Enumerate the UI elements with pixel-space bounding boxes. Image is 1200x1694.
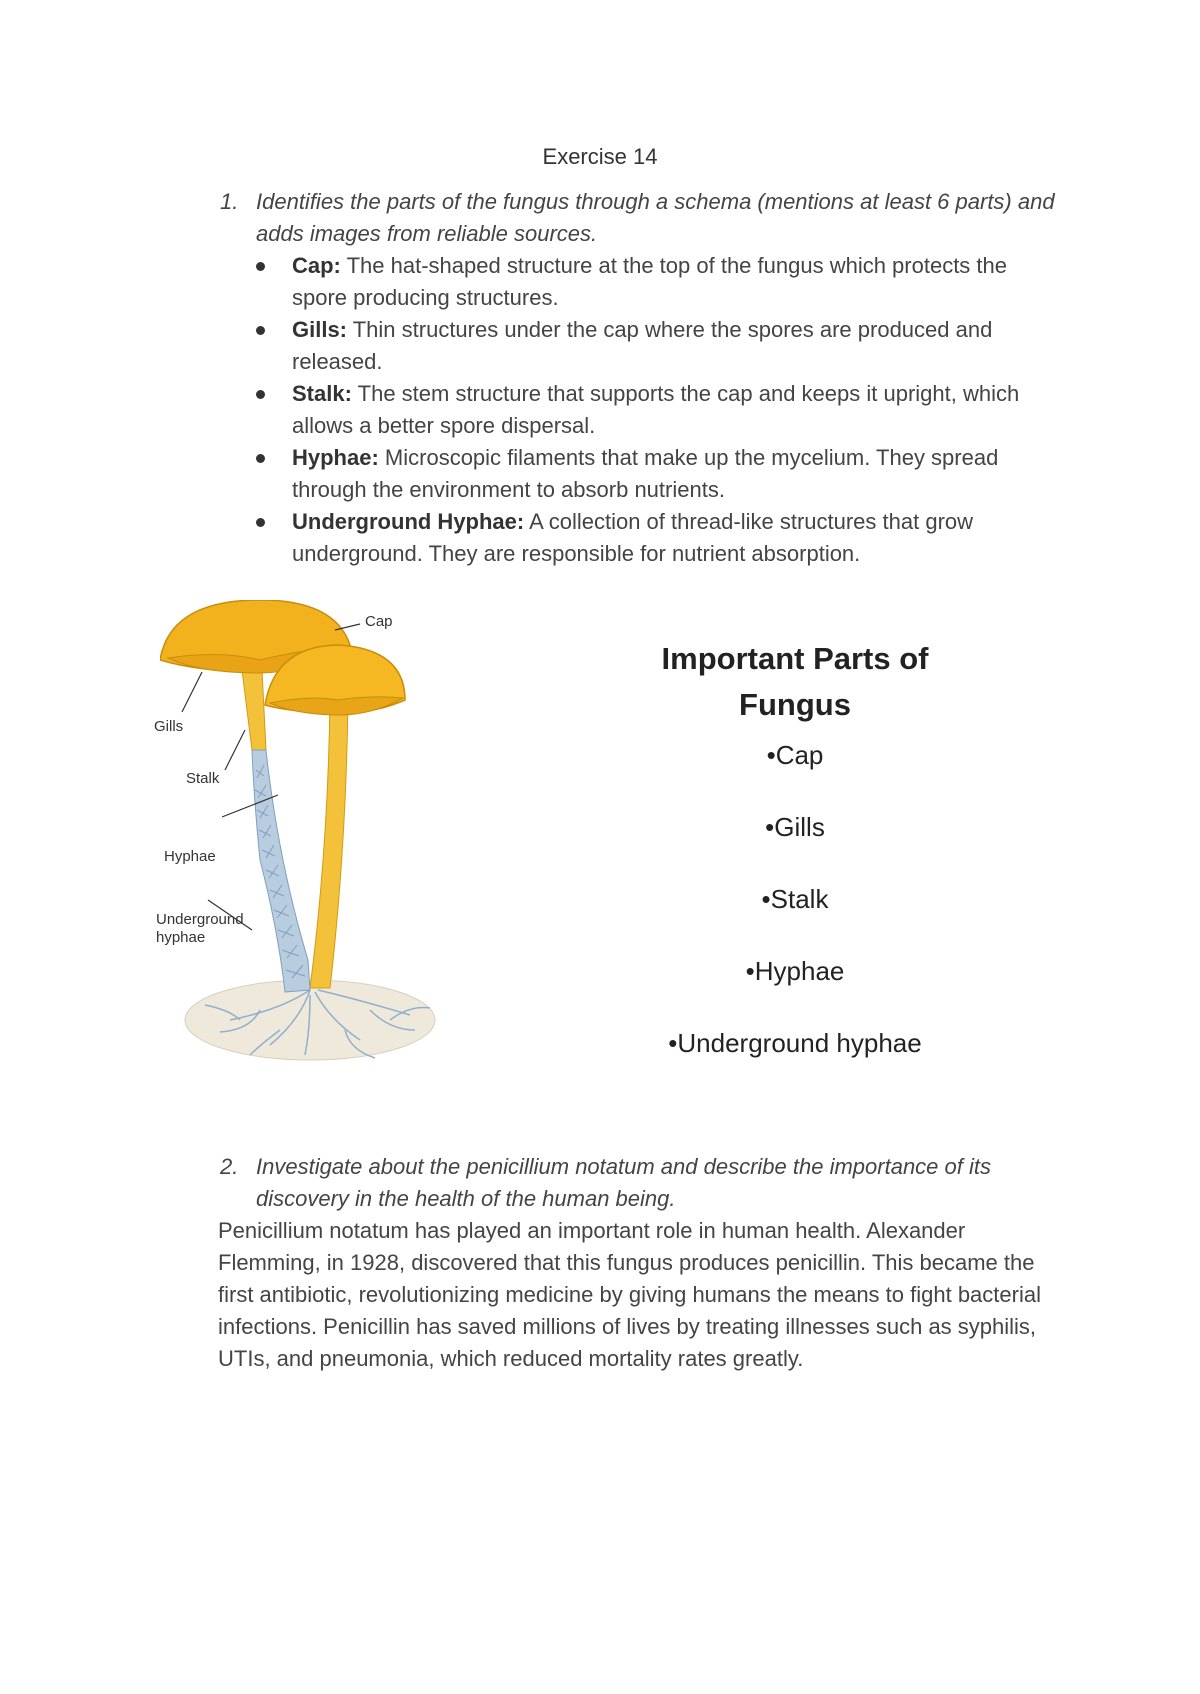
list-item: •Gills: [765, 812, 825, 842]
stalk-label: Stalk: [186, 770, 220, 787]
bullet-icon: [256, 454, 265, 463]
list-item: [256, 378, 1056, 442]
question-2: [220, 1151, 1060, 1215]
page-title: Exercise 14: [542, 144, 658, 169]
list-item: [256, 442, 1056, 506]
underground-label-line-2: hyphae: [156, 929, 206, 946]
bullet-icon: [256, 518, 265, 527]
parts-panel-list: [630, 740, 960, 1100]
underground-label-line-1: Underground: [156, 911, 244, 928]
list-item: [256, 506, 1056, 570]
left-stalk: [242, 670, 266, 750]
hyphae-label: Hyphae: [164, 848, 216, 865]
parts-title-line-2: Fungus: [739, 687, 851, 722]
parts-title-line-1: Important Parts of: [661, 641, 929, 676]
list-item: •Underground hyphae: [668, 1028, 922, 1058]
term-description: Microscopic filaments that make up the mycelium. They spread through the environment to absorb nutrients.: [292, 445, 999, 502]
term-description: A collection of thread-like structures that grow underground. They are responsible for nutrient absorption.: [292, 509, 974, 566]
term-description: The stem structure that supports the cap and keeps it upright, which allows a better spore dispersal.: [292, 381, 1020, 438]
list-item: •Cap: [766, 740, 824, 770]
fungus-illustration: [160, 600, 460, 1080]
question-1: [220, 186, 1060, 250]
right-gills: [270, 697, 403, 715]
parts-panel-title: [620, 636, 970, 728]
question-1-text: Identifies the parts of the fungus through a schema (mentions at least 6 parts) and adds images from reliable sources.: [256, 189, 1055, 246]
bullet-icon: [256, 390, 265, 399]
term-label: Cap:: [292, 253, 341, 278]
question-2-text: Investigate about the penicillium notatum and describe the importance of its discovery in the health of the human being.: [256, 1154, 991, 1211]
answer-paragraph: Penicillium notatum has played an important role in human health. Alexander Flemming, in 1928, discovered that this fungus produces penicillin. This became the first antibiotic, revolutionizing medicine by giving humans the means to fight bacterial infections. Penicillin has saved millions of lives by treating illnesses such as syphilis, UTIs, and pneumonia, which reduced mortality rates greatly.: [218, 1218, 1041, 1371]
parts-bullet-list: [256, 250, 1056, 570]
underground-hyphae-label: [156, 911, 244, 947]
term-label: Stalk:: [292, 381, 352, 406]
list-item: •Stalk: [761, 884, 829, 914]
right-stalk: [310, 700, 348, 988]
list-item: [256, 314, 1056, 378]
term-description: Thin structures under the cap where the spores are produced and released.: [292, 317, 993, 374]
question-2-number: 2.: [220, 1154, 239, 1179]
hyphae-stalk: [252, 750, 310, 992]
term-description: The hat-shaped structure at the top of the fungus which protects the spore producing structures.: [292, 253, 1008, 310]
cap-label: Cap: [365, 613, 393, 630]
fungus-figure: [154, 600, 929, 1080]
gills-label: Gills: [154, 718, 184, 735]
bullet-icon: [256, 262, 265, 271]
list-item: •Hyphae: [745, 956, 845, 986]
term-label: Hyphae:: [292, 445, 379, 470]
term-label: Underground Hyphae:: [292, 509, 525, 534]
bullet-icon: [256, 326, 265, 335]
term-label: Gills:: [292, 317, 348, 342]
list-item: [256, 250, 1056, 314]
question-1-number: 1.: [220, 189, 239, 214]
